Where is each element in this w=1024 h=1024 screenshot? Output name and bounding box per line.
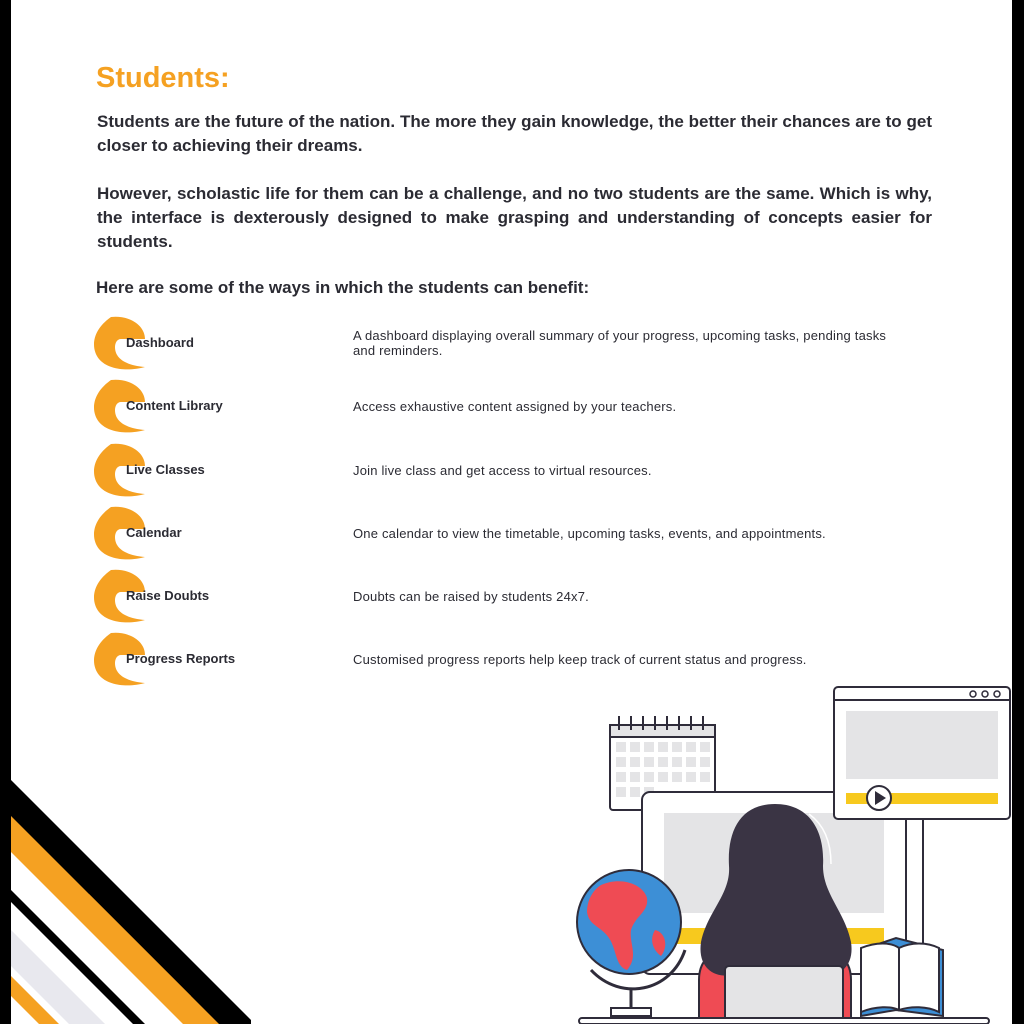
feature-live-classes [91,442,911,498]
decorative-stripes [11,780,251,1024]
open-book-icon [861,938,943,1016]
feature-raise-doubts [91,568,911,624]
feature-label: Dashboard [126,335,194,350]
feature-description: Customised progress reports help keep track of current status and progress. [353,651,807,667]
desk [579,1018,989,1024]
feature-label: Raise Doubts [126,588,210,603]
paragraph-intro: Students are the future of the nation. The more they gain knowledge, the better their chances are to get closer to achieving their dreams. [97,112,932,155]
feature-label: Calendar [126,525,182,540]
feature-description: Join live class and get access to virtual resources. [353,462,652,478]
feature-content-library [91,378,911,434]
feature-label: Live Classes [126,462,205,477]
feature-description: Access exhaustive content assigned by your teachers. [353,398,677,414]
feature-progress-reports [91,631,911,687]
feature-description: A dashboard displaying overall summary of your progress, upcoming tasks, pending tasks and reminders. [353,328,887,358]
document-page [11,0,1012,1024]
page-title: Students: [96,62,230,94]
globe-icon [577,870,685,1016]
paragraph-challenge: However, scholastic life for them can be a challenge, and no two students are the same. Which is why, the interface is dexterously designed to make grasping and understanding of concepts easier for students. [97,184,932,251]
feature-calendar [91,505,911,561]
laptop-icon [725,966,843,1024]
feature-dashboard [91,315,911,371]
feature-description: One calendar to view the timetable, upcoming tasks, events, and appointments. [353,525,826,541]
feature-description: Doubts can be raised by students 24x7. [353,588,589,604]
feature-label: Content Library [126,398,223,413]
benefits-intro: Here are some of the ways in which the students can benefit: [96,278,590,297]
student-computer-illustration [561,680,1012,1024]
feature-label: Progress Reports [126,651,236,666]
